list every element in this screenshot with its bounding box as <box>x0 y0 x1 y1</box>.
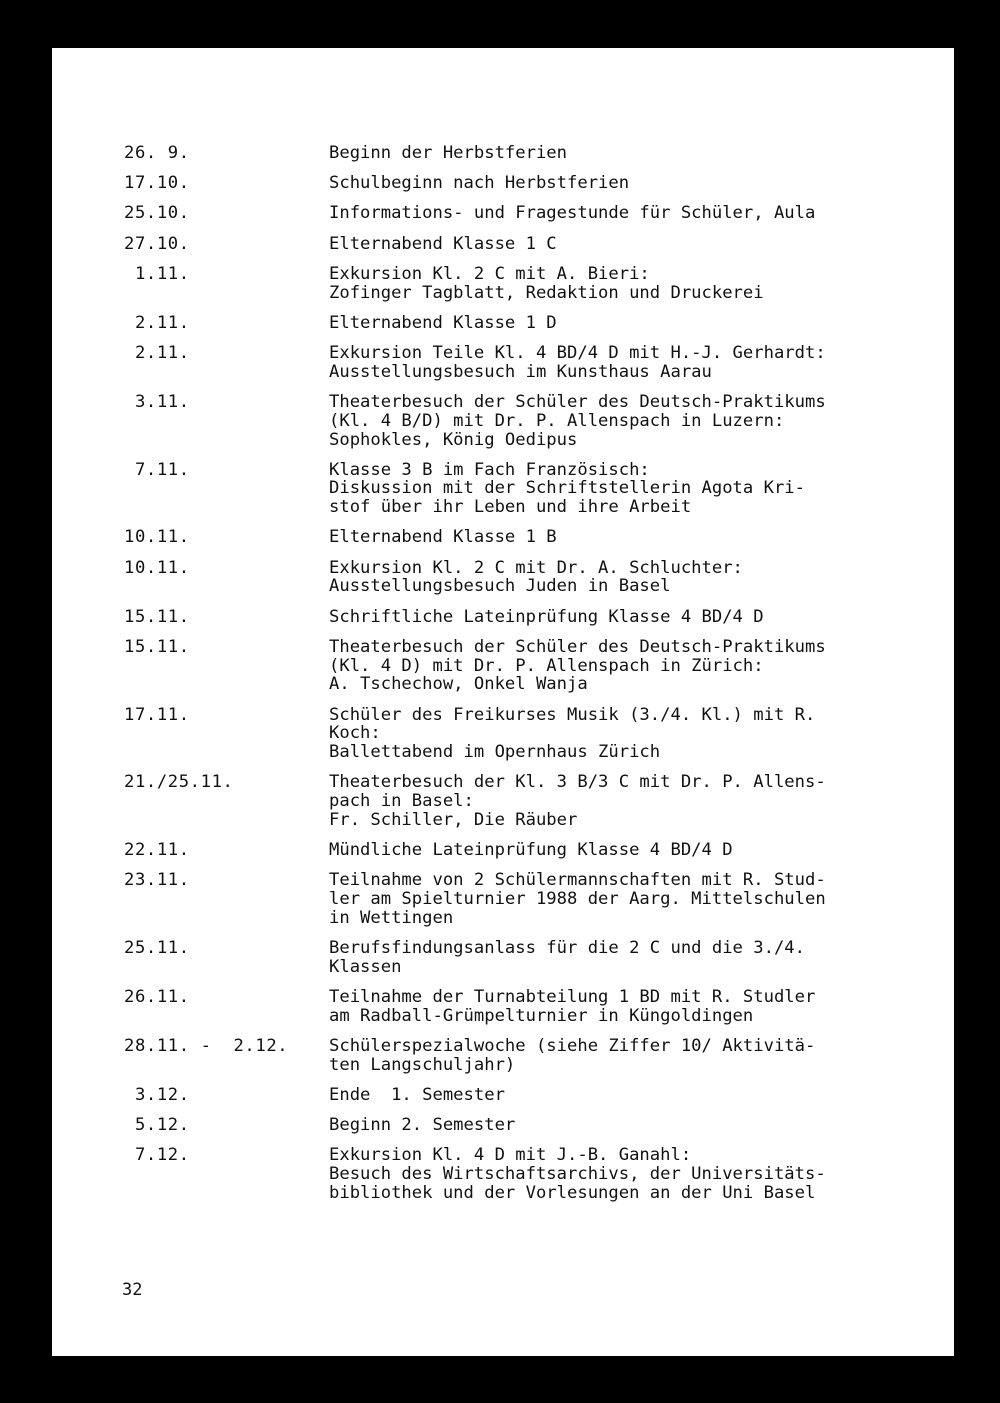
entry-line: Schriftliche Lateinprüfung Klasse 4 BD/4 D <box>329 606 764 627</box>
entry-line: Klassen <box>329 956 402 977</box>
entry-date: 15.11. <box>124 606 190 627</box>
document-page <box>52 48 954 1356</box>
schedule-entry <box>124 638 924 694</box>
entry-description <box>329 939 924 977</box>
entry-line: pach in Basel: <box>329 791 474 812</box>
entry-description <box>329 344 924 382</box>
entry-line: am Radball-Grümpelturnier in Küngoldingen <box>329 1005 754 1026</box>
entry-line: Klasse 3 B im Fach Französisch: <box>329 459 650 480</box>
entry-description <box>329 608 924 627</box>
entry-line: Beginn der Herbstferien <box>329 143 567 163</box>
entry-description <box>329 144 924 163</box>
entry-date: 3.12. <box>124 1085 190 1106</box>
entry-line: Sophokles, König Oedipus <box>329 429 578 450</box>
entry-date: 23.11. <box>124 870 190 891</box>
entry-line: Theaterbesuch der Schüler des Deutsch-Praktikums <box>329 636 826 657</box>
entry-date: 10.11. <box>124 557 190 578</box>
entry-description <box>329 1146 924 1202</box>
schedule-entry <box>124 608 924 627</box>
schedule-entry <box>124 1037 924 1075</box>
schedule-entry <box>124 235 924 254</box>
entry-line: Beginn 2. Semester <box>329 1115 516 1136</box>
entry-line: Elternabend Klasse 1 B <box>329 527 557 548</box>
schedule-entry <box>124 528 924 547</box>
schedule-entry <box>124 1116 924 1135</box>
entry-date: 28.11. - 2.12. <box>124 1036 289 1057</box>
entry-date: 26. 9. <box>124 143 190 163</box>
schedule-entry <box>124 773 924 829</box>
entry-date: 2.11. <box>124 342 190 363</box>
entry-line: Fr. Schiller, Die Räuber <box>329 809 578 830</box>
schedule-entry <box>124 461 924 517</box>
schedule-entry <box>124 841 924 860</box>
entry-description <box>329 559 924 597</box>
entry-line: Mündliche Lateinprüfung Klasse 4 BD/4 D <box>329 840 733 861</box>
schedule-entry <box>124 314 924 333</box>
entry-date: 26.11. <box>124 987 190 1008</box>
entry-description <box>329 871 924 927</box>
entry-line: Exkursion Kl. 4 D mit J.-B. Ganahl: <box>329 1145 692 1166</box>
entry-line: Schülerspezialwoche (siehe Ziffer 10/ Aktivitä- <box>329 1036 816 1057</box>
schedule-entry <box>124 204 924 223</box>
schedule-entry <box>124 988 924 1026</box>
entry-description <box>329 265 924 303</box>
entry-description <box>329 204 924 223</box>
entry-description <box>329 773 924 829</box>
entry-description <box>329 461 924 517</box>
entry-description <box>329 235 924 254</box>
entry-description <box>329 393 924 449</box>
entry-line: Koch: <box>329 723 381 744</box>
entry-date: 21./25.11. <box>124 772 234 793</box>
schedule-entry <box>124 1146 924 1202</box>
entry-description <box>329 638 924 694</box>
entry-line: Diskussion mit der Schriftstellerin Agota Kri- <box>329 478 805 499</box>
entry-line: (Kl. 4 D) mit Dr. P. Allenspach in Zürich: <box>329 655 764 676</box>
entry-line: Theaterbesuch der Schüler des Deutsch-Praktikums <box>329 391 826 412</box>
entry-line: Elternabend Klasse 1 C <box>329 233 557 254</box>
entry-description <box>329 1086 924 1105</box>
entry-line: Exkursion Teile Kl. 4 BD/4 D mit H.-J. Gerhardt: <box>329 342 826 363</box>
entry-description <box>329 988 924 1026</box>
entry-date: 22.11. <box>124 840 190 861</box>
entry-description <box>329 528 924 547</box>
entry-description <box>329 841 924 860</box>
page-number: 32 <box>122 1280 143 1300</box>
entry-line: Informations- und Fragestunde für Schüler, Aula <box>329 203 816 224</box>
schedule-entry <box>124 871 924 927</box>
entry-line: in Wettingen <box>329 907 454 928</box>
entry-line: Teilnahme der Turnabteilung 1 BD mit R. Studler <box>329 987 816 1008</box>
entry-line: Theaterbesuch der Kl. 3 B/3 C mit Dr. P. Allens- <box>329 772 826 793</box>
schedule-entry <box>124 265 924 303</box>
entry-line: Ausstellungsbesuch im Kunsthaus Aarau <box>329 361 712 382</box>
entry-line: (Kl. 4 B/D) mit Dr. P. Allenspach in Luzern: <box>329 410 785 431</box>
entry-line: stof über ihr Leben und ihre Arbeit <box>329 497 692 518</box>
entry-date: 25.10. <box>124 203 190 224</box>
entry-date: 15.11. <box>124 636 190 657</box>
entry-description <box>329 174 924 193</box>
entry-description <box>329 1116 924 1135</box>
entry-line: Elternabend Klasse 1 D <box>329 312 557 333</box>
schedule-entry <box>124 393 924 449</box>
entry-line: Schüler des Freikurses Musik (3./4. Kl.) mit R. <box>329 704 816 725</box>
entry-description <box>329 1037 924 1075</box>
entry-line: bibliothek und der Vorlesungen an der Uni Basel <box>329 1183 816 1204</box>
entry-line: ler am Spielturnier 1988 der Aarg. Mittelschulen <box>329 889 826 910</box>
entry-line: Exkursion Kl. 2 C mit Dr. A. Schluchter: <box>329 557 743 578</box>
entry-date: 10.11. <box>124 527 190 548</box>
entry-line: Zofinger Tagblatt, Redaktion und Druckerei <box>329 282 764 303</box>
schedule-entry <box>124 344 924 382</box>
entry-date: 17.11. <box>124 704 190 725</box>
entry-date: 25.11. <box>124 938 190 959</box>
entry-line: Berufsfindungsanlass für die 2 C und die 3./4. <box>329 938 805 959</box>
entry-date: 17.10. <box>124 173 190 194</box>
entry-description <box>329 706 924 762</box>
entry-description <box>329 314 924 333</box>
entry-date: 5.12. <box>124 1115 190 1136</box>
entry-line: Ballettabend im Opernhaus Zürich <box>329 742 661 763</box>
schedule-entry <box>124 939 924 977</box>
entry-date: 7.11. <box>124 459 190 480</box>
schedule-entry <box>124 174 924 193</box>
entry-line: ten Langschuljahr) <box>329 1054 516 1075</box>
entry-line: Exkursion Kl. 2 C mit A. Bieri: <box>329 263 650 284</box>
entry-line: Ende 1. Semester <box>329 1085 505 1106</box>
schedule-list <box>124 144 924 1214</box>
entry-line: Besuch des Wirtschaftsarchivs, der Universitäts- <box>329 1164 826 1185</box>
entry-date: 3.11. <box>124 391 190 412</box>
entry-date: 27.10. <box>124 233 190 254</box>
entry-line: A. Tschechow, Onkel Wanja <box>329 674 588 695</box>
entry-line: Teilnahme von 2 Schülermannschaften mit R. Stud- <box>329 870 826 891</box>
entry-date: 1.11. <box>124 263 190 284</box>
schedule-entry <box>124 706 924 762</box>
entry-line: Ausstellungsbesuch Juden in Basel <box>329 576 671 597</box>
entry-line: Schulbeginn nach Herbstferien <box>329 173 630 194</box>
entry-date: 2.11. <box>124 312 190 333</box>
entry-date: 7.12. <box>124 1145 190 1166</box>
schedule-entry <box>124 144 924 163</box>
schedule-entry <box>124 1086 924 1105</box>
schedule-entry <box>124 559 924 597</box>
